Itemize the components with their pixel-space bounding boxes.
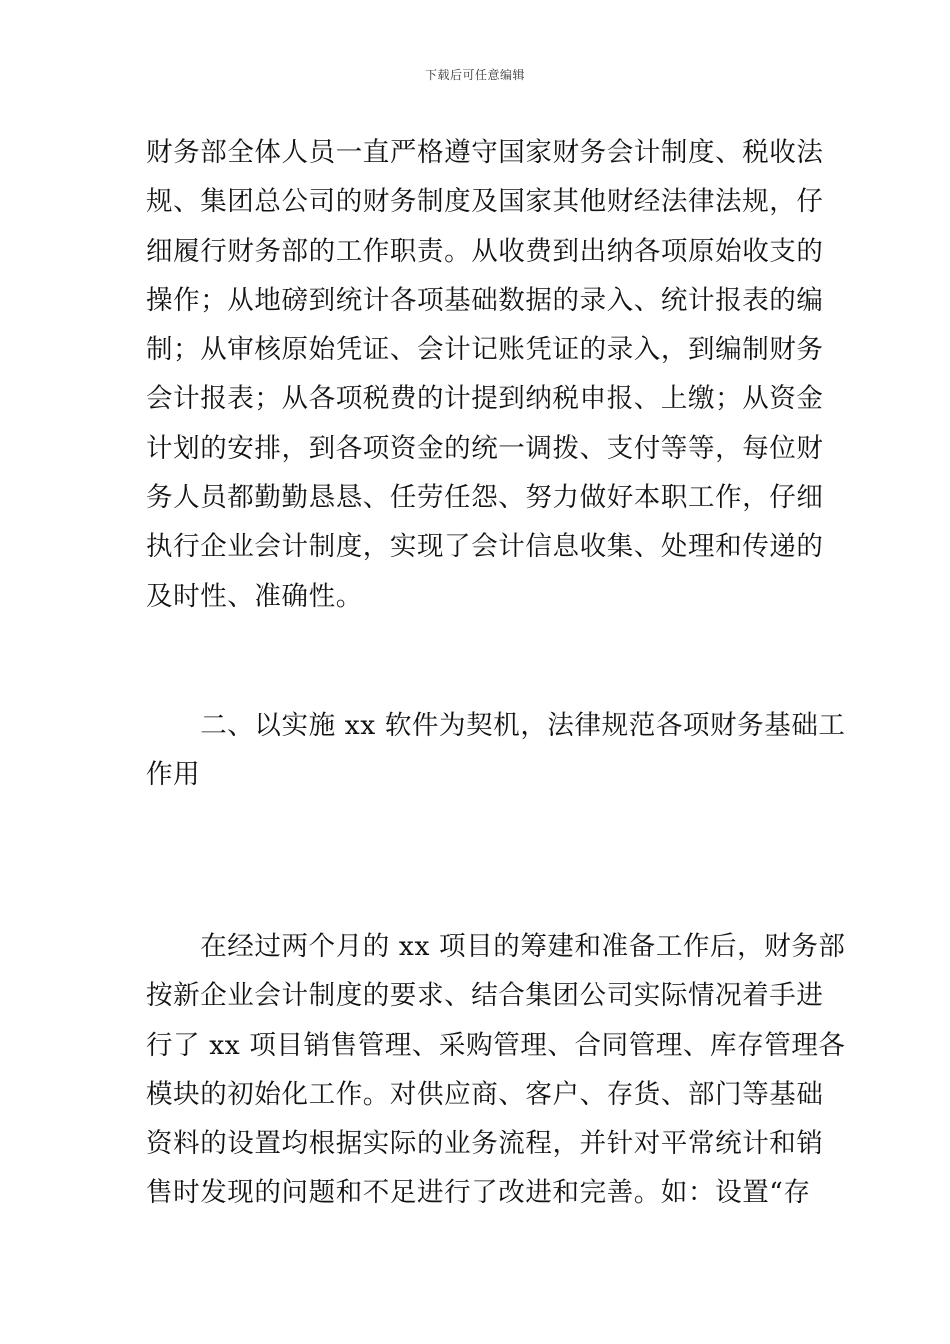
text-line: 财务部全体人员一直严格遵守国家财务会计制度、税收法: [146, 137, 824, 168]
text-line: 模块的初始化工作。对供应商、客户、存货、部门等基础: [146, 1078, 824, 1110]
text-line: 及时性、准确性。: [146, 580, 363, 612]
text-line: 执行企业会计制度，实现了会计信息收集、处理和传递的: [146, 531, 824, 563]
text-line: 售时发现的问题和不足进行了改进和完善。如：设置“存: [146, 1177, 811, 1209]
text-line: 行了 xx 项目销售管理、采购管理、合同管理、库存管理各: [146, 1029, 846, 1061]
text-line: 制；从审核原始凭证、会计记账凭证的录入，到编制财务: [146, 334, 824, 366]
body-paragraph-2: [146, 922, 846, 1218]
text-line: 在经过两个月的 xx 项目的筹建和准备工作后，财务部: [146, 931, 846, 962]
text-line: 会计报表；从各项税费的计提到纳税申报、上缴；从资金: [146, 383, 824, 415]
text-line: 按新企业会计制度的要求、结合集团公司实际情况着手进: [146, 980, 824, 1012]
text-line: 计划的安排，到各项资金的统一调拨、支付等等，每位财: [146, 432, 824, 464]
text-line: 作用: [146, 759, 201, 791]
text-line: 务人员都勤勤恳恳、任劳任怨、努力做好本职工作，仔细: [146, 482, 824, 514]
text-line: 资料的设置均根据实际的业务流程，并针对平常统计和销: [146, 1128, 824, 1160]
body-paragraph-1: [146, 128, 824, 621]
text-line: 规、集团总公司的财务制度及国家其他财经法律法规，仔: [146, 186, 824, 218]
text-line: 细履行财务部的工作职责。从收费到出纳各项原始收支的: [146, 235, 824, 267]
text-line: 操作；从地磅到统计各项基础数据的录入、统计报表的编: [146, 284, 824, 316]
section-heading: [146, 701, 846, 800]
text-line: 二、以实施 xx 软件为契机，法律规范各项财务基础工: [146, 710, 846, 741]
page-header-note: 下载后可任意编辑: [424, 68, 525, 82]
